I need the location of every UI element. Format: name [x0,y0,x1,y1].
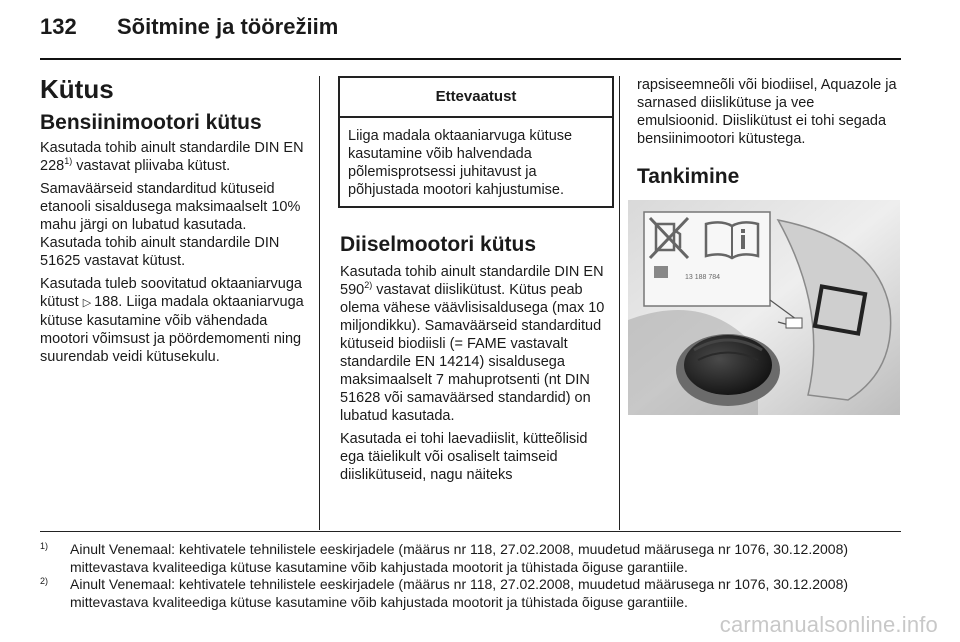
header-rule [40,58,901,60]
footnote-ref-1[interactable]: 1) [64,156,73,166]
fuel-filler-image [628,200,900,415]
footnote-ref-2[interactable]: 2) [364,280,373,290]
column-2 [340,232,612,489]
paragraph: Kasutada tuleb soovitatud oktaaniarvuga kütust ▷ 188. Liiga madala oktaaniarvuga kütuse kasutamine võib vähendada mootori võimsust ja pöördemomenti ning suurendab veidi kütusekulu. [40,276,304,365]
footnote-mark: 1) [40,541,49,551]
column-divider-2 [619,76,620,530]
column-3 [637,76,899,193]
subsection-heading-refuelling: Tankimine [637,165,740,188]
column-divider-1 [319,76,320,530]
page-number: 132 [40,14,77,39]
footnote-rule [40,531,901,532]
subsection-heading-diesel: Diiselmootori kütus [340,233,537,256]
page-ref-arrow-icon: ▷ [82,297,92,309]
footnote-1 [40,540,910,576]
watermark: carmanualsonline.info [719,612,938,637]
fuel-label-sticker [644,212,770,306]
section-heading: Kütus [40,74,114,104]
footnote-2 [40,575,910,611]
footnote-text: Ainult Venemaal: kehtivatele tehnilistele eeskirjadele (määrus nr 118, 27.02.2008, muudetud määrusega nr 1076, 30.12.2008) mittevastava kvaliteediga kütuse kasutamine võib kahjustada mootorit ja tühistada õiguse garantiile. [70,576,849,610]
page-ref-link[interactable]: 188 [94,294,119,310]
column-1 [40,74,308,371]
footnote-mark: 2) [40,576,49,586]
paragraph: Kasutada tohib ainult standardile DIN EN 590$^{2)}$ vastavat diislikütust. Kütus peab olema vähese väävlisisaldusega (max 10 miljondikku). Samaväärseid standarditud kütuseid biodiisli (= FAME vastavalt standardile EN 14214) sisaldusega maksimaalselt 7 mahuprotsenti (nt DIN 51628 või samaväärsed standardid) on lubatud kasutada. [340,264,605,424]
fuel-cap-icon [676,334,780,406]
paragraph: Kasutada tohib ainult standardile DIN EN 228$^{1)}$ vastavat pliivaba kütust. [40,140,304,174]
paragraph: Kasutada ei tohi laevadiislit, kütteõlisid ega täielikult või osaliselt taimseid diislikütuseid, nagu näiteks [340,431,588,483]
fuel-filler-illustration [628,200,900,415]
chapter-title: Sõitmine ja töörežiim [117,14,339,39]
subsection-heading-petrol: Bensiinimootori kütus [40,111,262,134]
paragraph: Samaväärseid standarditud kütuseid etanooli sisaldusega maksimaalselt 10% mahu järgi on lubatud kasutada. Kasutada tohib ainult standardile DIN 51625 vastavat kütust. [40,181,301,269]
caution-title: Ettevaatust [340,78,612,118]
footnote-text: Ainult Venemaal: kehtivatele tehnilistele eeskirjadele (määrus nr 118, 27.02.2008, muudetud määrusega nr 1076, 30.12.2008) mittevastava kvaliteediga kütuse kasutamine võib kahjustada mootorit ja tühistada õiguse garantiile. [70,541,849,575]
caution-box [338,76,614,208]
paragraph: rapsiseemneõli või biodiisel, Aquazole ja sarnased diislikütuse ja vee emulsioonid. Diislikütust ei tohi segada bensiinimootori kütustega. [637,77,897,147]
image-code: 13 188 784 [685,274,721,281]
caution-body: Liiga madala oktaaniarvuga kütuse kasutamine võib halvendada põlemisprotsessi juhitavust ja põhjustada mootori kahjustumise. [348,128,573,198]
